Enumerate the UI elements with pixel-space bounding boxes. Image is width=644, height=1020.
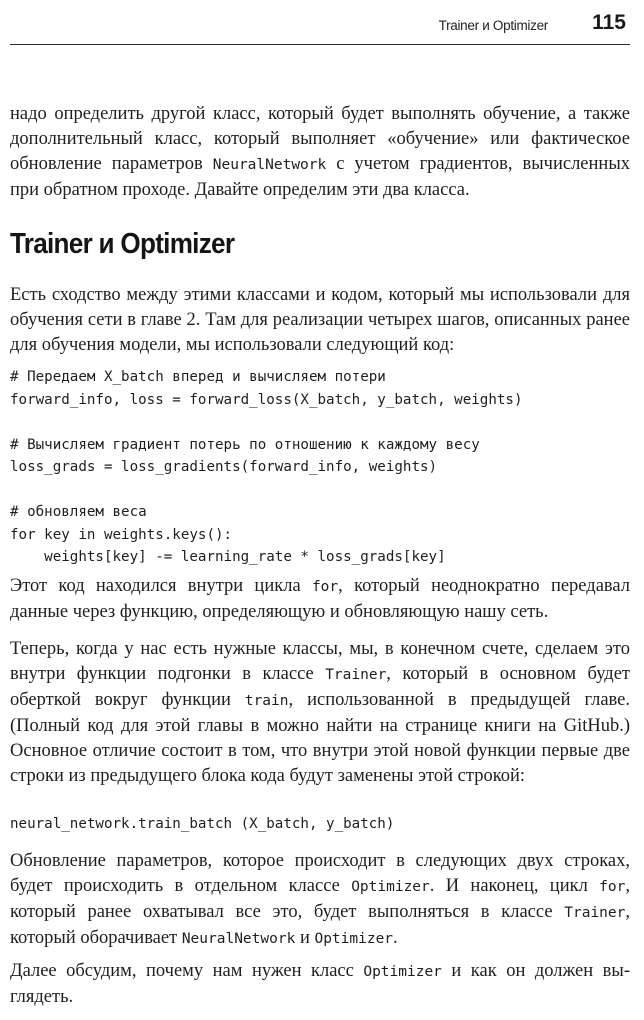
text-run: надо определить другой класс, который будет выполнять обучение, а также дополнительный класс, который выполняет «обучение» или фактическое обновление параметров bbox=[10, 104, 630, 174]
inline-code: train bbox=[244, 693, 289, 709]
text-run: , который оборачивает bbox=[10, 902, 630, 948]
paragraph-similarity: Есть сходство между этими классами и кодом, который мы использовали для обучения сети в главе 2. Там для реализации четырех шагов, описанных ранее для обучения модели, мы использовали следующий код: bbox=[10, 285, 630, 355]
inline-code: NeuralNetwork bbox=[212, 157, 327, 173]
text-run: , который неоднократно передавал данные через функцию, определяющую и обновляющую нашу сеть. bbox=[10, 576, 630, 622]
inline-code: NeuralNetwork bbox=[181, 931, 296, 947]
text-run: Обновление параметров, которое происходит в следующих двух строках, будет происходить в отдельном классе bbox=[10, 851, 630, 896]
code-block-1 bbox=[10, 366, 630, 569]
code-line: neural_network.train_batch (X_batch, y_batch) bbox=[10, 816, 395, 832]
text-run: Этот код находился внутри цикла bbox=[10, 576, 312, 596]
inline-code: for bbox=[311, 579, 339, 595]
paragraph-trainer bbox=[10, 637, 630, 789]
text-run: Теперь, когда у нас есть нужные классы, мы, в конечном счете, сделаем это внутри функции подгонки в классе bbox=[10, 639, 630, 684]
inline-code: Optimizer bbox=[351, 879, 430, 895]
text-run: . bbox=[393, 928, 398, 948]
text-run: , использованной в предыдущей главе. (Полный код для этой главы в можно найти на странице книги на GitHub.) Основное отличие состоит в том, что внутри этой новой функции первые две строки из предыдущего блока кода будут заменены этой строкой: bbox=[10, 690, 630, 786]
page-number: 115 bbox=[592, 11, 626, 34]
intro-paragraph bbox=[10, 102, 630, 203]
text-run: , который в основном будет оберткой вокруг функции bbox=[10, 664, 630, 710]
running-title: Trainer и Optimizer bbox=[438, 18, 548, 33]
text-run: Далее обсудим, почему нам нужен класс bbox=[10, 961, 364, 981]
code-line: # Вычисляем градиент потерь по отношению к каждому весу bbox=[10, 436, 480, 453]
text-run: . И наконец, цикл bbox=[429, 876, 600, 896]
page-header bbox=[10, 0, 630, 45]
section-title: Trainer и Optimizer bbox=[10, 228, 235, 260]
inline-code: Trainer bbox=[325, 667, 387, 683]
paragraph-next bbox=[10, 959, 630, 1010]
inline-code: Optimizer bbox=[314, 931, 394, 947]
code-line: # обновляем веса bbox=[10, 504, 147, 520]
code-block-2 bbox=[10, 813, 630, 836]
text-run: и bbox=[295, 928, 315, 948]
paragraph-loop bbox=[10, 574, 630, 625]
text-run: с учетом градиентов, вычисленных при обратном проходе. Давайте определим эти два класса. bbox=[10, 154, 630, 200]
inline-code: for bbox=[599, 879, 626, 895]
code-line: weights[key] -= learning_rate * loss_grads[key] bbox=[10, 549, 446, 565]
text-run: , который ранее охватывал все это, будет выполняться в классе bbox=[10, 876, 630, 922]
code-line: forward_info, loss = forward_loss(X_batch, y_batch, weights) bbox=[10, 391, 523, 408]
code-line: # Передаем X_batch вперед и вычисляем потери bbox=[10, 369, 386, 385]
paragraph-optimizer bbox=[10, 849, 630, 952]
inline-code: Trainer bbox=[564, 905, 626, 921]
code-line: loss_grads = loss_gradients(forward_info, weights) bbox=[10, 459, 438, 475]
inline-code: Optimizer bbox=[363, 964, 442, 980]
code-line: for key in weights.keys(): bbox=[10, 526, 233, 543]
text-run: и как он должен выглядеть. bbox=[10, 961, 630, 1007]
